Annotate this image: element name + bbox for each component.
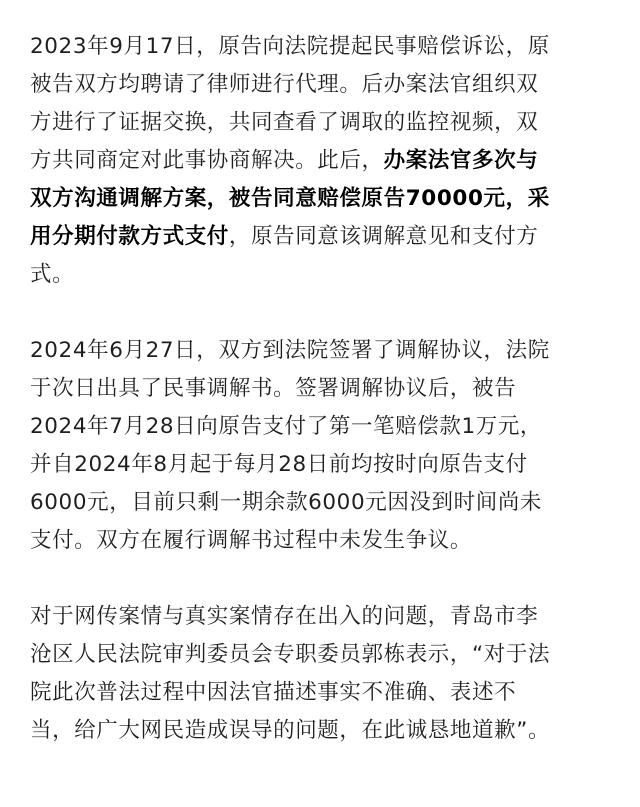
text-line <box>30 332 610 370</box>
text-run: 2024年6月27日，双方到法院签署了调解协议，法院 <box>30 338 550 363</box>
paragraph-1 <box>30 28 610 294</box>
bold-text-run: 用分期付款方式支付 <box>30 224 229 249</box>
text-line <box>30 712 610 750</box>
paragraph-3 <box>30 598 610 750</box>
text-run: 当，给广大网民造成误导的问题，在此诚恳地道歉”。 <box>30 718 551 743</box>
bold-text-run: 双方沟通调解方案，被告同意赔偿原告70000元，采 <box>30 186 550 211</box>
text-line <box>30 28 610 66</box>
text-run: 2024年7月28日向原告支付了第一笔赔偿款1万元， <box>30 414 543 439</box>
text-line <box>30 522 610 560</box>
text-run: ，原告同意该调解意见和支付方 <box>228 224 539 249</box>
text-line <box>30 218 610 256</box>
text-run: 并自2024年8月起于每月28日前均按时向原告支付 <box>30 452 528 477</box>
text-run: 于次日出具了民事调解书。签署调解协议后，被告 <box>30 376 517 401</box>
text-run: 方共同商定对此事协商解决。此后， <box>30 148 384 173</box>
text-line <box>30 66 610 104</box>
text-line <box>30 370 610 408</box>
text-line <box>30 446 610 484</box>
text-run: 式。 <box>30 262 75 287</box>
text-run: 支付。双方在履行调解书过程中未发生争议。 <box>30 528 473 553</box>
text-run: 2023年9月17日，原告向法院提起民事赔偿诉讼，原 <box>30 34 550 59</box>
text-line <box>30 598 610 636</box>
text-line <box>30 180 610 218</box>
text-run: 方进行了证据交换，共同查看了调取的监控视频，双 <box>30 110 539 135</box>
text-run: 沧区人民法院审判委员会专职委员郭栋表示，“对于法 <box>30 642 551 667</box>
text-run: 6000元，目前只剩一期余款6000元因没到时间尚未 <box>30 490 543 515</box>
text-line <box>30 142 610 180</box>
paragraph-2 <box>30 332 610 560</box>
text-line <box>30 104 610 142</box>
text-line <box>30 484 610 522</box>
text-line <box>30 256 610 294</box>
text-run: 被告双方均聘请了律师进行代理。后办案法官组织双 <box>30 72 539 97</box>
text-line <box>30 674 610 712</box>
text-run: 对于网传案情与真实案情存在出入的问题，青岛市李 <box>30 604 539 629</box>
text-run: 院此次普法过程中因法官描述事实不准确、表述不 <box>30 680 517 705</box>
text-line <box>30 408 610 446</box>
text-line <box>30 636 610 674</box>
bold-text-run: 办案法官多次与 <box>383 148 539 173</box>
